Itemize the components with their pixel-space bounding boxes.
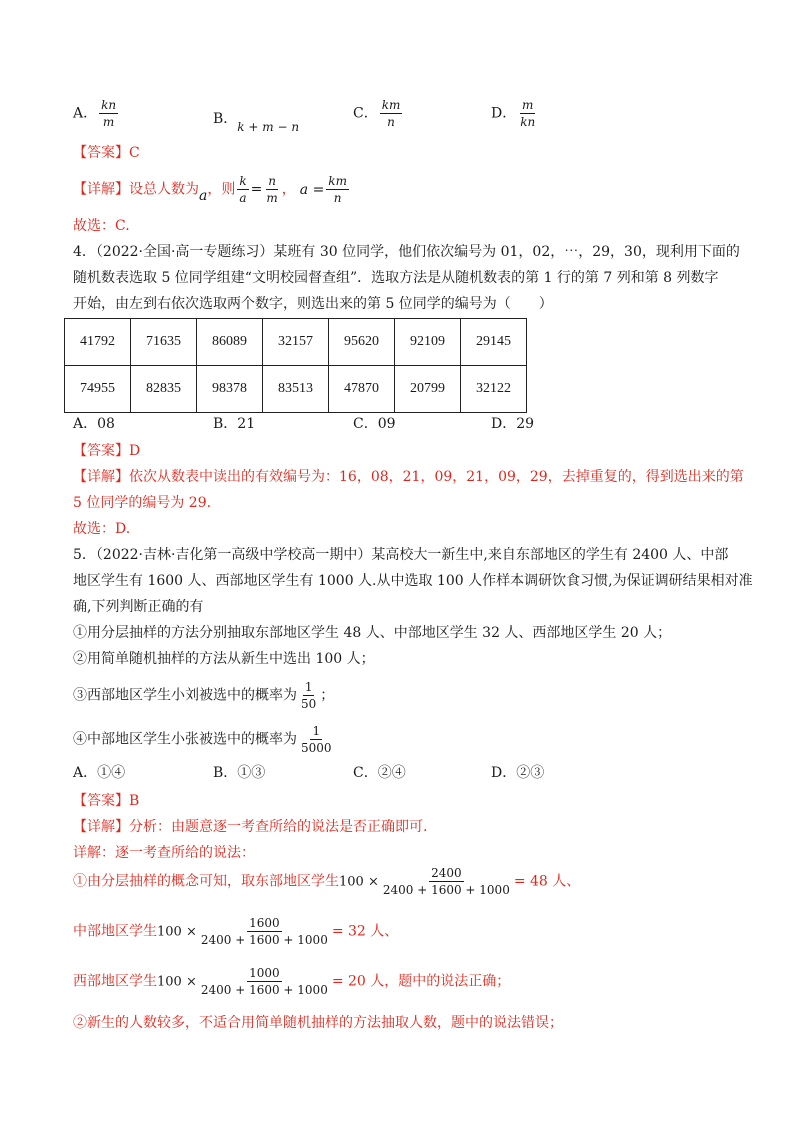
q4-stem-line3: 开始，由左到右依次选取两个数字，则选出来的第 5 位同学的编号为（ ） [73,296,553,312]
table-cell: 95620 [329,319,395,366]
q4-stem-line2: 随机数表选取 5 位同学组建“文明校园督查组”．选取方法是从随机数表的第 1 行的第 7 列和第 8 列数字 [73,270,719,286]
q5-calc-central: 中部地区学生100 × $\frac{1600}{2400 + 1600 + 1000}$ = 32 人、 [73,916,399,947]
fraction: $\frac{kn}{m}$ [101,98,117,129]
q3-option-c: C． $\frac{km}{n}$ [353,98,401,129]
random-number-table [64,318,527,413]
q4-option-d: D．29 [491,416,535,432]
fraction: $\frac{m}{kn}$ [520,98,536,129]
fraction: $\frac{1}{50}$ [301,680,317,711]
fraction: $\frac{1000}{2400 + 1600 + 1000}$ [200,966,328,997]
table-row [65,366,527,413]
table-cell: 92109 [395,319,461,366]
fraction: $\frac{1600}{2400 + 1600 + 1000}$ [200,916,328,947]
q3-conclusion: 故选：C. [73,218,130,234]
q5-calc-east: ①由分层抽样的概念可知，取东部地区学生100 × $\frac{2400}{2400 + 1600 + 1000}$ = 48 人、 [73,866,581,897]
fraction: $\frac{2400}{2400 + 1600 + 1000}$ [382,866,510,897]
q5-option-c: C．②④ [353,765,406,781]
q5-option-d: D．②③ [491,765,545,781]
q4-conclusion: 故选：D. [73,521,131,537]
table-cell: 41792 [65,319,131,366]
table-cell: 86089 [197,319,263,366]
table-cell: 74955 [65,366,131,413]
q5-stem-line3: 确,下列判断正确的有 [73,599,204,615]
q3-option-b: B．k + m − n [213,111,300,134]
q5-statement-4: ④中部地区学生小张被选中的概率为 $\frac{1}{5000}$ [73,724,332,755]
fraction: $\frac{1}{5000}$ [301,724,332,755]
q3-detail: 【详解】设总人数为a，则 $\frac{k}{a}$ = $\frac{n}{m}$ ， a = $\frac{km}{n}$ [73,174,347,205]
q5-option-a: A．①④ [73,765,126,781]
fraction: $\frac{km}{n}$ [381,98,401,129]
q3-option-a: A． $\frac{kn}{m}$ [73,98,117,129]
fraction: $\frac{km}{n}$ [328,174,347,205]
table-cell: 47870 [329,366,395,413]
q5-detail-statement2: ②新生的人数较多，不适合用简单随机抽样的方法抽取人数，题中的说法错误； [73,1015,563,1031]
q4-detail-line2: 5 位同学的编号为 29. [73,495,212,511]
table-cell: 32157 [263,319,329,366]
q4-answer: 【答案】D [73,443,141,459]
q5-detail-intro: 详解：逐一考查所给的说法： [73,845,255,861]
q4-detail-line1: 【详解】依次从数表中读出的有效编号为：16，08，21，09，21，09，29，去掉重复的，得到选出来的第 [73,469,744,485]
q4-option-c: C．09 [353,416,396,432]
q3-option-d: D． $\frac{m}{kn}$ [491,98,536,129]
fraction: $\frac{k}{a}$ [239,174,247,205]
table-cell: 83513 [263,366,329,413]
q3-answer: 【答案】C [73,145,140,161]
q5-stem-line1: 5．（2022·吉林·吉化第一高级中学校高一期中）某高校大一新生中,来自东部地区的学生有 2400 人、中部 [73,547,729,563]
q5-option-b: B．①③ [213,765,266,781]
q5-detail-analysis: 【详解】分析：由题意逐一考查所给的说法是否正确即可. [73,819,428,835]
q5-stem-line2: 地区学生有 1600 人、西部地区学生有 1000 人.从中选取 100 人作样本调研饮食习惯,为保证调研结果相对准 [73,573,753,589]
fraction: $\frac{n}{m}$ [266,174,278,205]
q4-option-b: B．21 [213,416,256,432]
q5-statement-2: ②用简单随机抽样的方法从新生中选出 100 人； [73,651,375,667]
q4-stem-line1: 4．（2022·全国·高一专题练习）某班有 30 位同学，他们依次编号为 01，02，⋯，29，30，现利用下面的 [73,244,740,260]
q5-answer: 【答案】B [73,793,140,809]
table-cell: 20799 [395,366,461,413]
q4-option-a: A．08 [73,416,115,432]
table-cell: 71635 [131,319,197,366]
q5-statement-3: ③西部地区学生小刘被选中的概率为 $\frac{1}{50}$ ； [73,680,335,711]
q5-statement-1: ①用分层抽样的方法分别抽取东部地区学生 48 人、中部地区学生 32 人、西部地区学生 20 人； [73,625,672,641]
table-cell: 98378 [197,366,263,413]
table-row [65,319,527,366]
q5-calc-west: 西部地区学生100 × $\frac{1000}{2400 + 1600 + 1000}$ = 20 人，题中的说法正确； [73,966,511,997]
table-cell: 82835 [131,366,197,413]
table-cell: 29145 [461,319,527,366]
table-cell: 32122 [461,366,527,413]
